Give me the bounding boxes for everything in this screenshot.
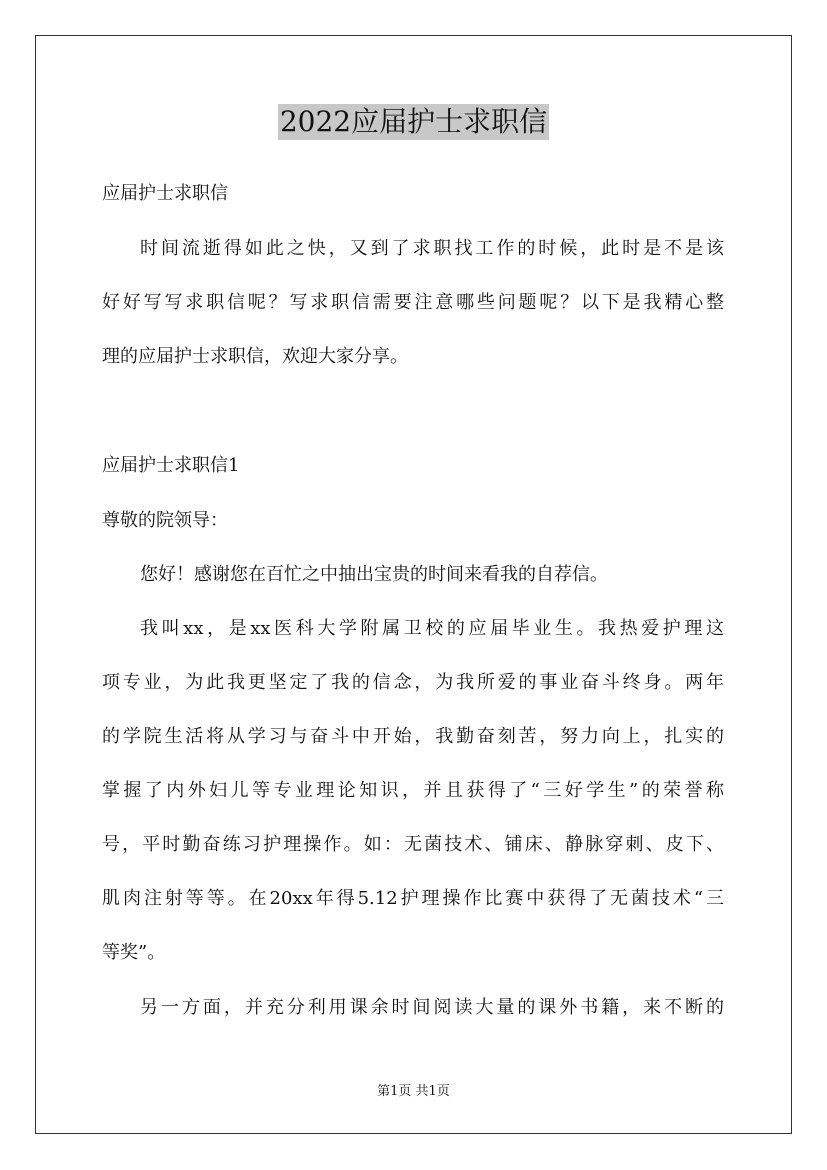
body-line: 的学院生活将从学习与奋斗中开始，我勤奋刻苦，努力向上，扎实的 [102, 726, 724, 747]
subtitle: 应届护士求职信 [102, 183, 228, 204]
body-line: 另一方面，并充分利用课余时间阅读大量的课外书籍，来不断的 [140, 997, 724, 1018]
greeting-line: 您好！感谢您在百忙之中抽出宝贵的时间来看我的自荐信。 [140, 564, 608, 585]
body-line: 号，平时勤奋练习护理操作。如：无菌技术、铺床、静脉穿刺、皮下、 [102, 834, 724, 855]
salutation: 尊敬的院领导： [102, 510, 228, 531]
intro-line: 理的应届护士求职信，欢迎大家分享。 [102, 346, 408, 367]
document-title: 2022应届护士求职信 [279, 105, 548, 138]
body-line: 项专业，为此我更坚定了我的信念，为我所爱的事业奋斗终身。两年 [102, 672, 724, 693]
body-line: 等奖”。 [102, 942, 166, 963]
intro-line: 时间流逝得如此之快，又到了求职找工作的时候，此时是不是该 [140, 238, 724, 259]
body-line: 我叫xx，是xx医科大学附属卫校的应届毕业生。我热爱护理这 [140, 618, 724, 639]
title-container [0, 104, 827, 140]
body-line: 肌肉注射等等。在20xx年得5.12护理操作比赛中获得了无菌技术“三 [102, 888, 724, 909]
intro-line: 好好写写求职信呢？写求职信需要注意哪些问题呢？以下是我精心整 [102, 292, 724, 313]
section-heading: 应届护士求职信1 [102, 455, 240, 476]
page-number: 第1页 共1页 [377, 1084, 450, 1099]
body-line: 掌握了内外妇儿等专业理论知识，并且获得了“三好学生”的荣誉称 [102, 780, 724, 801]
